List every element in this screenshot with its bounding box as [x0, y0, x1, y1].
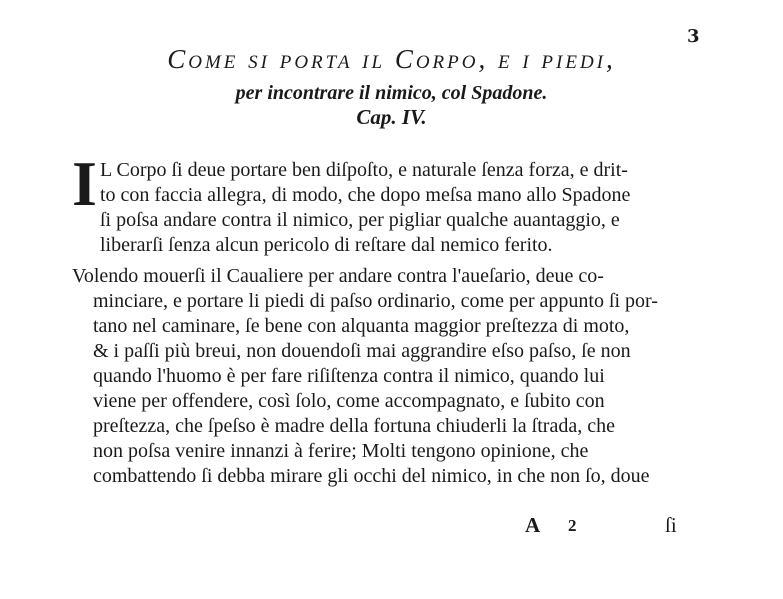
dropcap-letter: I [72, 148, 97, 219]
text-line-13: combattendo ſi debba mirare gli occhi del nimico, in che non ſo, doue [93, 465, 650, 487]
chapter-number: Cap. IV. [356, 105, 427, 129]
text-line-1: L Corpo ſi deue portare ben diſpoſto, e naturale ſenza forza, e drit- [100, 159, 628, 181]
text-line-10: viene per offendere, così ſolo, come accompagnato, e ſubito con [93, 390, 605, 412]
catchword: ſi [665, 513, 677, 537]
text-line-11: preſtezza, che ſpeſso è madre della fortuna chiuderli la ſtrada, che [93, 415, 615, 437]
chapter-title: Come si porta il Corpo, e i piedi, [167, 44, 616, 74]
text-line-7: tano nel caminare, ſe bene con alquanta maggior preſtezza di moto, [93, 315, 630, 337]
signature-letter: A [525, 513, 541, 537]
text-line-6: minciare, e portare li piedi di paſso ordinario, come per appunto ſi por- [93, 290, 658, 312]
text-line-9: quando l'huomo è per fare riſiſtenza contra il nimico, quando lui [93, 365, 605, 387]
page-number: 3 [687, 26, 700, 47]
signature-number: 2 [568, 516, 577, 535]
text-line-8: & i paſſi più breui, non douendoſi mai aggrandire eſso paſso, ſe non [93, 340, 631, 362]
text-line-12: non poſsa venire innanzi à ferire; Molti tengono opinione, che [93, 440, 589, 462]
text-line-3: ſi poſsa andare contra il nimico, per pigliar qualche auantaggio, e [100, 209, 620, 231]
text-line-4: liberarſi ſenza alcun pericolo di reſtare dal nemico ferito. [100, 234, 553, 256]
text-line-5: Volendo mouerſi il Caualiere per andare contra l'aueſario, deue co- [72, 265, 604, 287]
chapter-subtitle: per incontrare il nimico, col Spadone. [235, 82, 548, 104]
text-line-2: to con faccia allegra, di modo, che dopo meſsa mano allo Spadone [100, 184, 631, 206]
